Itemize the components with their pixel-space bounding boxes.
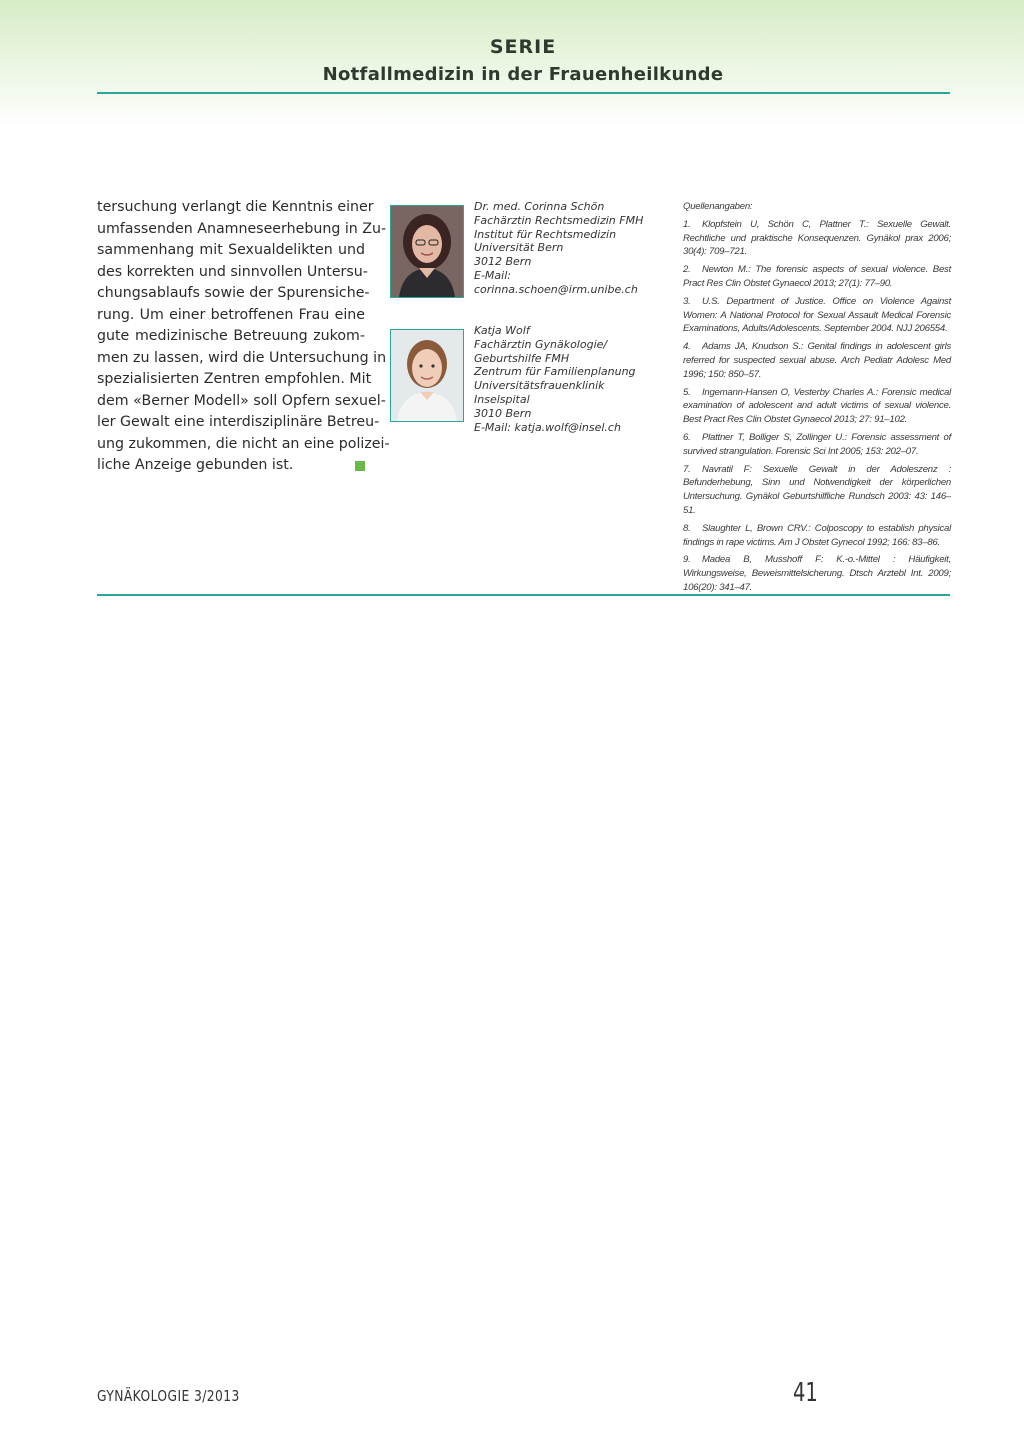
reference-number: 4. — [683, 341, 691, 353]
reference-number: 3. — [683, 295, 691, 307]
author-detail-line: Universitätsfrauenklinik — [474, 379, 605, 393]
author-detail-line: Fachärztin Gynäkologie/ — [474, 337, 608, 351]
body-line: ung zukommen, die nicht an eine polizei- — [97, 435, 390, 452]
reference-text: Klopfstein U, Schön C, Plattner T.: Sexuelle Gewalt. Rechtliche und praktische Konsequenzen. Gynäkol prax 2006; 30(4): 709–721. — [683, 218, 951, 258]
body-line: sammenhang mit Sexualdelikten und — [97, 242, 365, 258]
body-line: ler Gewalt eine interdisziplinäre Betreu- — [97, 414, 380, 430]
article-body-column — [97, 197, 390, 477]
reference-item — [683, 340, 951, 381]
reference-item — [683, 522, 951, 550]
reference-text: Ingemann-Hansen O, Vesterby Charles A.: Forensic medical examination of adolescent and adult victims of sexual violence. Best Pract Res Clin Obstet Gynaecol 2013; 27: 91–102. — [683, 386, 951, 426]
body-line: tersuchung verlangt die Kenntnis einer — [97, 199, 374, 215]
reference-text: Adams JA, Knudson S.: Genital findings in adolescent girls referred for suspected sexual abuse. Arch Pediatr Adolesc Med 1996; 150: 850–57. — [683, 341, 951, 380]
reference-number: 5. — [683, 386, 691, 398]
body-line-last — [97, 455, 365, 477]
author-email-link[interactable]: corinna.schoen@irm.unibe.ch — [474, 282, 638, 296]
author-photo-katja-wolf — [390, 329, 464, 422]
author-detail-line: Universität Bern — [474, 241, 564, 255]
author-block-corinna-schoen — [474, 200, 664, 297]
reference-item — [683, 295, 951, 336]
author-detail-line: Inselspital — [474, 392, 530, 406]
author-detail-line: Zentrum für Familienplanung — [474, 365, 636, 379]
author-detail-line: Institut für Rechtsmedizin — [474, 227, 617, 241]
series-title: Notfallmedizin in der Frauenheilkunde — [322, 64, 724, 85]
reference-item — [683, 553, 951, 594]
reference-item — [683, 263, 951, 291]
body-line: rung. Um einer betroffenen Frau eine — [97, 306, 365, 323]
author-block-katja-wolf — [474, 324, 664, 434]
body-line: des korrekten und sinnvollen Untersu- — [97, 263, 368, 280]
reference-text: Navratil F: Sexuelle Gewalt in der Adoleszenz : Befunderhebung, Sinn und Notwendigkeit der körperlichen Untersuchung. Gynäkol Geburtshilfliche Rundsch 2003: 43: 146–51. — [683, 463, 951, 516]
reference-number: 2. — [683, 264, 691, 276]
reference-text: Newton M.: The forensic aspects of sexual violence. Best Pract Res Clin Obstet Gynaecol 2013; 27(1): 77–90. — [683, 264, 951, 289]
body-line: men zu lassen, wird die Untersuchung in — [97, 349, 387, 366]
references-column — [683, 200, 951, 599]
page-number: 41 — [793, 1378, 818, 1408]
end-of-article-marker — [355, 461, 365, 471]
reference-text: Plattner T, Bolliger S, Zollinger U.: Forensic assessment of survived strangulation. Forensic Sci Int 2005; 153: 202–07. — [683, 431, 951, 457]
header-rule — [97, 92, 950, 94]
author-detail-line: Geburtshilfe FMH — [474, 351, 570, 365]
section-end-rule — [97, 594, 950, 596]
references-heading: Quellenangaben: — [683, 201, 753, 212]
author-detail-line: 3010 Bern — [474, 406, 532, 420]
reference-number: 7. — [683, 463, 691, 475]
author-detail-line: Fachärztin Rechtsmedizin FMH — [474, 213, 644, 227]
body-line: spezialisierten Zentren empfohlen. Mit — [97, 371, 372, 387]
reference-number: 6. — [683, 431, 691, 443]
body-line: umfassenden Anamneseerhebung in Zu- — [97, 220, 387, 237]
author-name: Katja Wolf — [474, 324, 530, 337]
author-detail-line: 3012 Bern — [474, 255, 532, 269]
reference-number: 9. — [683, 554, 691, 566]
journal-issue-footer: GYNÄKOLOGIE 3/2013 — [97, 1387, 240, 1405]
reference-item — [683, 386, 951, 427]
author-detail-line: E-Mail: — [474, 268, 511, 282]
author-name: Dr. med. Corinna Schön — [474, 200, 605, 213]
body-line: dem «Berner Modell» soll Opfern sexuel- — [97, 392, 386, 409]
reference-text: U.S. Department of Justice. Office on Violence Against Women: A National Protocol for Sexual Assault Medical Forensic Examinations, Adults/Adolescents. September 2004. NJJ 206554. — [683, 295, 951, 335]
body-line: gute medizinische Betreuung zukom- — [97, 328, 365, 344]
reference-number: 1. — [683, 218, 691, 230]
reference-item — [683, 463, 951, 518]
reference-item — [683, 218, 951, 259]
reference-text: Madea B, Musshoff F: K.-o.-Mittel : Häufigkeit, Wirkungsweise, Beweismittelsicherung. Dtsch Arztebl Int. 2009; 106(20): 341–47. — [683, 554, 951, 593]
author-email-link[interactable]: E-Mail: katja.wolf@insel.ch — [474, 420, 621, 434]
reference-text: Slaughter L, Brown CRV.: Colposcopy to establish physical findings in rape victims. Am J Obstet Gynecol 1992; 166: 83–86. — [683, 522, 951, 548]
body-line: liche Anzeige gebunden ist. — [97, 457, 294, 473]
body-line: chungsablaufs sowie der Spurensiche- — [97, 285, 370, 301]
author-photo-corinna-schoen — [390, 205, 464, 298]
reference-number: 8. — [683, 522, 691, 534]
series-label: SERIE — [489, 36, 557, 58]
reference-item — [683, 431, 951, 459]
